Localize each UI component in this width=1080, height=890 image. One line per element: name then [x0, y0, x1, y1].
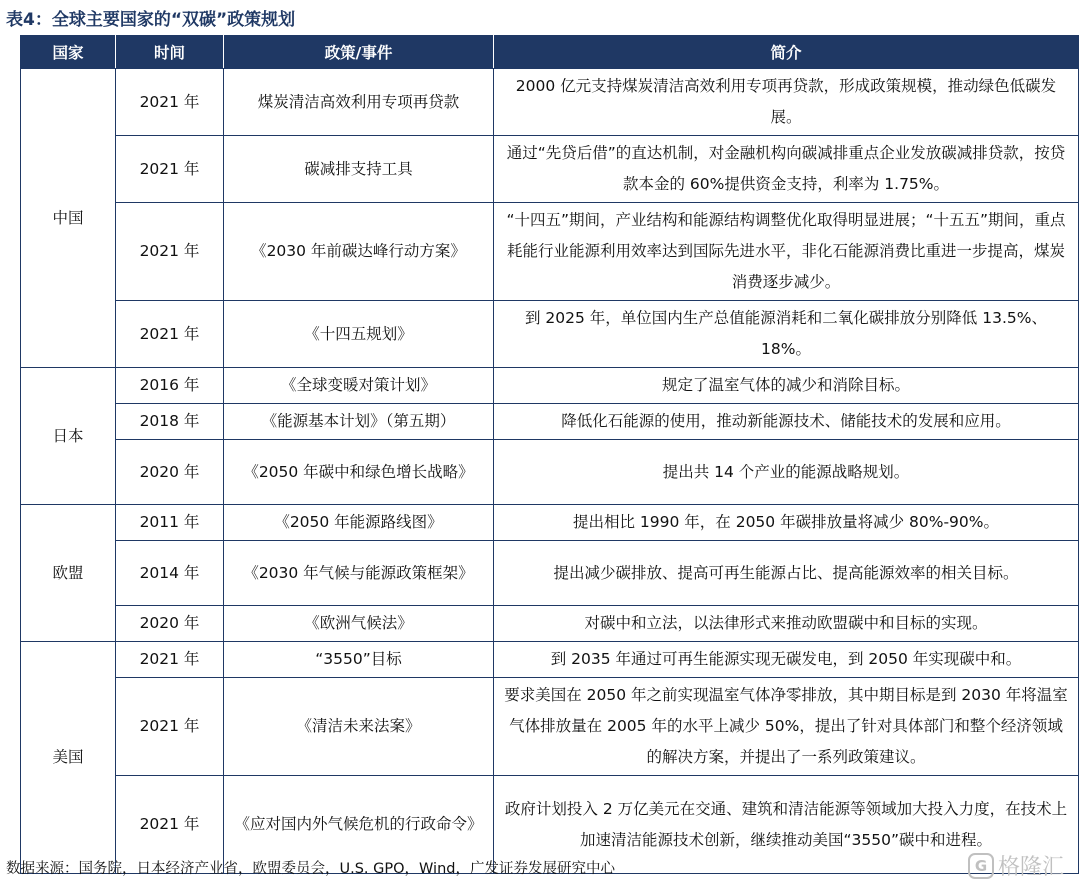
description-cell: 对碳中和立法，以法律形式来推动欧盟碳中和目标的实现。: [494, 606, 1079, 642]
description-cell: 规定了温室气体的减少和消除目标。: [494, 368, 1079, 404]
year-cell: 2021 年: [116, 678, 224, 776]
year-cell: 2020 年: [116, 606, 224, 642]
policy-cell: 《2050 年碳中和绿色增长战略》: [224, 440, 494, 505]
policy-table: [20, 35, 1079, 874]
policy-cell: 碳减排支持工具: [224, 136, 494, 203]
policy-cell: 《应对国内外气候危机的行政命令》: [224, 776, 494, 874]
header-description: 简介: [494, 36, 1079, 69]
policy-cell: 煤炭清洁高效利用专项再贷款: [224, 69, 494, 136]
table-row: [21, 678, 1079, 776]
table-row: [21, 606, 1079, 642]
policy-cell: 《欧洲气候法》: [224, 606, 494, 642]
description-cell: 提出相比 1990 年，在 2050 年碳排放量将减少 80%-90%。: [494, 505, 1079, 541]
data-source-note: 数据来源：国务院，日本经济产业省，欧盟委员会，U.S. GPO，Wind，广发证券发展研究中心: [6, 861, 615, 877]
table-row: [21, 505, 1079, 541]
table-row: [21, 203, 1079, 301]
year-cell: 2021 年: [116, 69, 224, 136]
description-cell: “十四五”期间，产业结构和能源结构调整优化取得明显进展；“十五五”期间，重点耗能行业能源利用效率达到国际先进水平，非化石能源消费比重进一步提高，煤炭消费逐步减少。: [494, 203, 1079, 301]
year-cell: 2021 年: [116, 203, 224, 301]
gelonghui-logo-icon: G: [968, 853, 994, 879]
description-cell: 要求美国在 2050 年之前实现温室气体净零排放，其中期目标是到 2030 年将温室气体排放量在 2005 年的水平上减少 50%，提出了针对具体部门和整个经济领域的解决方案，并提出了一系列政策建议。: [494, 678, 1079, 776]
year-cell: 2020 年: [116, 440, 224, 505]
policy-cell: 《2030 年前碳达峰行动方案》: [224, 203, 494, 301]
country-cell: 日本: [21, 368, 116, 505]
description-cell: 降低化石能源的使用，推动新能源技术、储能技术的发展和应用。: [494, 404, 1079, 440]
header-time: 时间: [116, 36, 224, 69]
table-row: [21, 301, 1079, 368]
policy-cell: 《能源基本计划》（第五期）: [224, 404, 494, 440]
policy-cell: 《2050 年能源路线图》: [224, 505, 494, 541]
year-cell: 2021 年: [116, 642, 224, 678]
header-country: 国家: [21, 36, 116, 69]
country-cell: 中国: [21, 69, 116, 368]
description-cell: 提出共 14 个产业的能源战略规划。: [494, 440, 1079, 505]
table-row: [21, 69, 1079, 136]
description-cell: 到 2035 年通过可再生能源实现无碳发电，到 2050 年实现碳中和。: [494, 642, 1079, 678]
country-cell: 欧盟: [21, 505, 116, 642]
table-body: [21, 69, 1079, 874]
description-cell: 政府计划投入 2 万亿美元在交通、建筑和清洁能源等领域加大投入力度，在技术上加速清洁能源技术创新，继续推动美国“3550”碳中和进程。: [494, 776, 1079, 874]
table-row: [21, 541, 1079, 606]
table-title: 表4：全球主要国家的“双碳”政策规划: [6, 10, 296, 30]
table-row: [21, 642, 1079, 678]
table-row: [21, 368, 1079, 404]
year-cell: 2021 年: [116, 301, 224, 368]
year-cell: 2011 年: [116, 505, 224, 541]
country-cell: 美国: [21, 642, 116, 874]
watermark: [968, 850, 1064, 881]
year-cell: 2016 年: [116, 368, 224, 404]
watermark-text: 格隆汇: [997, 855, 1064, 880]
year-cell: 2018 年: [116, 404, 224, 440]
policy-cell: 《十四五规划》: [224, 301, 494, 368]
description-cell: 通过“先贷后借”的直达机制，对金融机构向碳减排重点企业发放碳减排贷款，按贷款本金的 60%提供资金支持，利率为 1.75%。: [494, 136, 1079, 203]
table-row: [21, 136, 1079, 203]
year-cell: 2021 年: [116, 136, 224, 203]
description-cell: 到 2025 年，单位国内生产总值能源消耗和二氧化碳排放分别降低 13.5%、18%。: [494, 301, 1079, 368]
policy-cell: 《全球变暖对策计划》: [224, 368, 494, 404]
year-cell: 2021 年: [116, 776, 224, 874]
description-cell: 提出减少碳排放、提高可再生能源占比、提高能源效率的相关目标。: [494, 541, 1079, 606]
policy-cell: “3550”目标: [224, 642, 494, 678]
description-cell: 2000 亿元支持煤炭清洁高效利用专项再贷款，形成政策规模，推动绿色低碳发展。: [494, 69, 1079, 136]
year-cell: 2014 年: [116, 541, 224, 606]
table-row: [21, 404, 1079, 440]
policy-cell: 《2030 年气候与能源政策框架》: [224, 541, 494, 606]
policy-cell: 《清洁未来法案》: [224, 678, 494, 776]
table-row: [21, 440, 1079, 505]
header-row: [21, 36, 1079, 69]
header-policy: 政策/事件: [224, 36, 494, 69]
